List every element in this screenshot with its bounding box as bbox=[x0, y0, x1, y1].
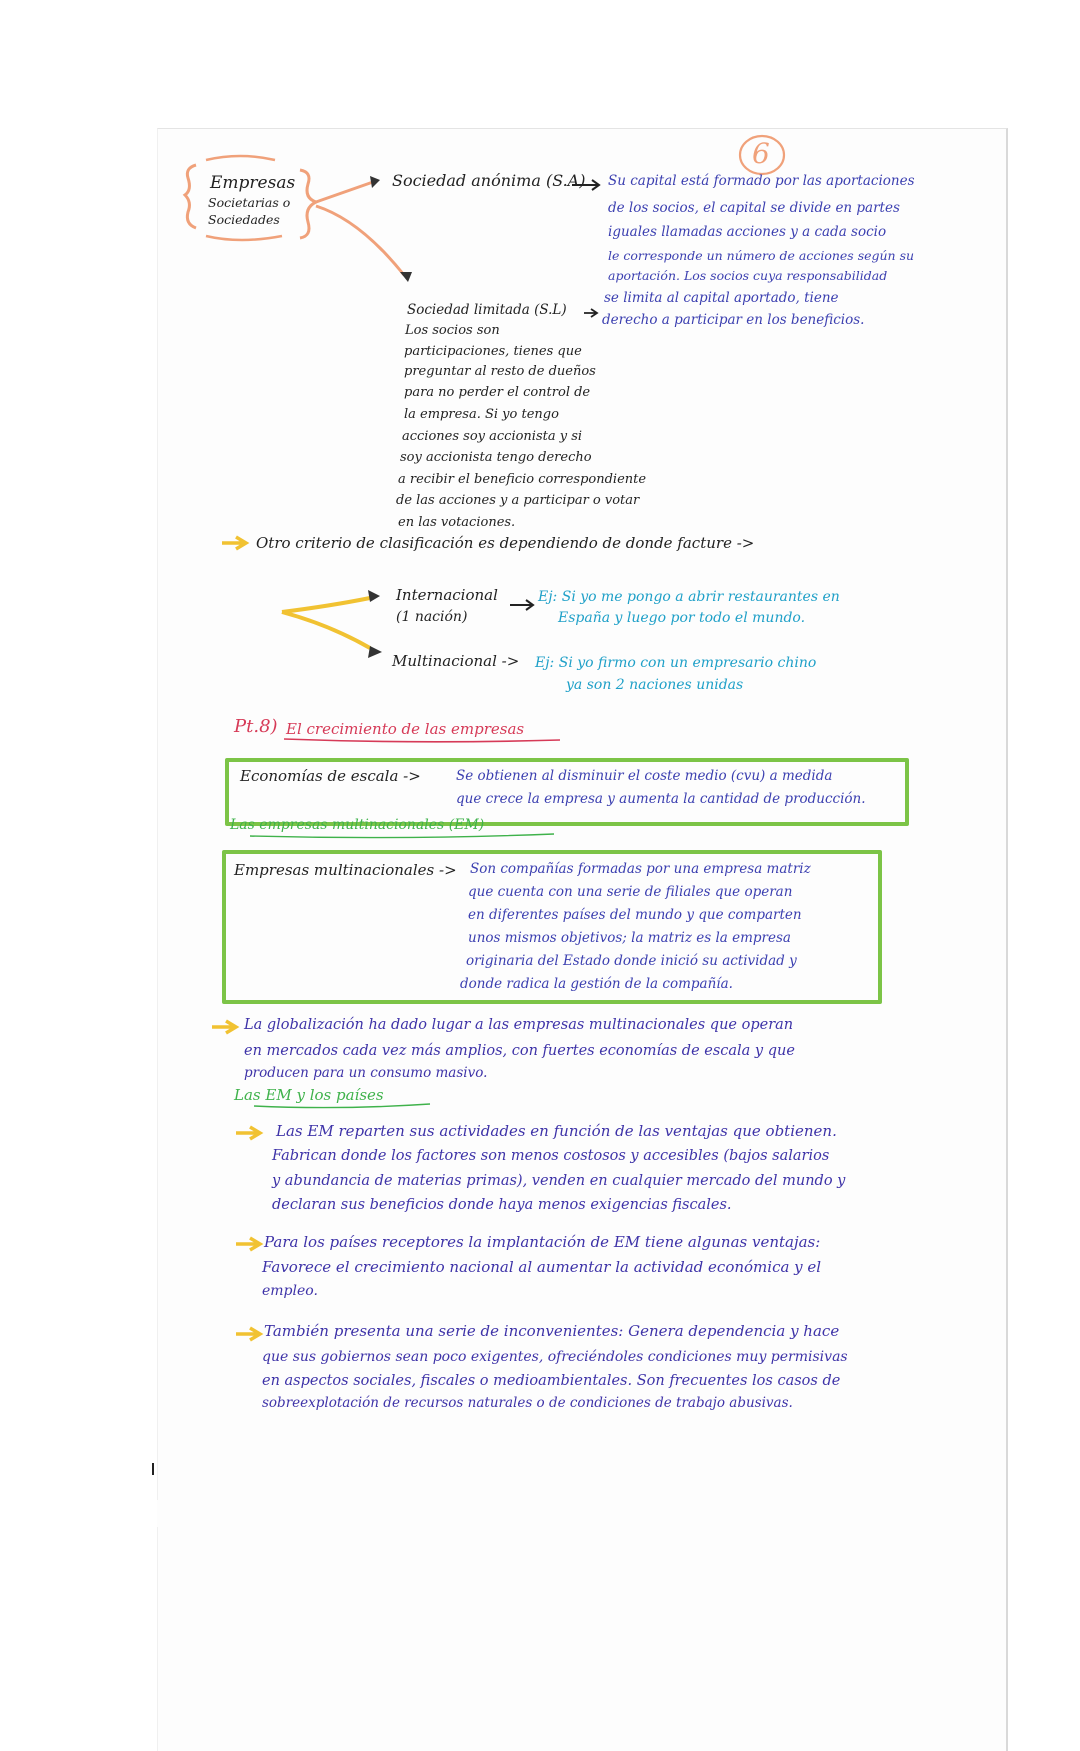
para1-line-1: Las EM reparten sus actividades en función de las ventajas que obtienen. bbox=[276, 1122, 837, 1140]
sheet-bottom bbox=[157, 1500, 1005, 1527]
empresas-multi-line-3: en diferentes países del mundo y que comparten bbox=[468, 907, 802, 923]
margin-tick bbox=[152, 1463, 154, 1475]
sa-line-6: se limita al capital aportado, tiene bbox=[604, 290, 839, 306]
internacional-example-2: España y luego por todo el mundo. bbox=[558, 610, 806, 626]
sl-label: Sociedad limitada (S.L) bbox=[407, 302, 567, 318]
sl-line-6: acciones soy accionista y si bbox=[402, 429, 583, 444]
sl-line-10: en las votaciones. bbox=[398, 515, 516, 530]
empresas-multi-line-5: originaria del Estado donde inició su actividad y bbox=[466, 953, 797, 969]
paises-subheading: Las EM y los países bbox=[234, 1086, 384, 1104]
empresas-multi-line-1: Son compañías formadas por una empresa matriz bbox=[470, 861, 811, 877]
globalizacion-line-3: producen para un consumo masivo. bbox=[244, 1065, 488, 1081]
section-number: Pt.8) bbox=[234, 716, 278, 737]
para3-line-2: que sus gobiernos sean poco exigentes, ofreciéndoles condiciones muy permisivas bbox=[262, 1349, 848, 1365]
sa-line-1: Su capital está formado por las aportaciones bbox=[608, 173, 915, 189]
sl-line-1: Los socios son bbox=[405, 323, 500, 338]
internacional-label: Internacional bbox=[396, 586, 498, 604]
section-title: El crecimiento de las empresas bbox=[286, 720, 525, 738]
para2-line-3: empleo. bbox=[262, 1283, 318, 1299]
para3-line-1: También presenta una serie de inconvenientes: Genera dependencia y hace bbox=[264, 1322, 840, 1340]
multinacional-example-2: ya son 2 naciones unidas bbox=[566, 677, 744, 693]
multinacional-example-1: Ej: Si yo firmo con un empresario chino bbox=[535, 655, 817, 671]
sl-line-5: la empresa. Si yo tengo bbox=[404, 407, 559, 422]
sl-line-7: soy accionista tengo derecho bbox=[400, 450, 592, 465]
sl-line-3: preguntar al resto de dueños bbox=[404, 364, 596, 379]
empresas-multi-label: Empresas multinacionales -> bbox=[234, 861, 457, 879]
internacional-sub: (1 nación) bbox=[396, 609, 468, 625]
para1-line-2: Fabrican donde los factores son menos costosos y accesibles (bajos salarios bbox=[272, 1148, 830, 1164]
para3-line-4: sobreexplotación de recursos naturales o de condiciones de trabajo abusivas. bbox=[262, 1395, 793, 1411]
em-subheading: Las empresas multinacionales (EM) bbox=[230, 817, 485, 833]
empresas-multi-line-4: unos mismos objetivos; la matriz es la empresa bbox=[468, 930, 791, 946]
sa-line-5: aportación. Los socios cuya responsabilidad bbox=[608, 268, 888, 283]
para1-line-4: declaran sus beneficios donde haya menos exigencias fiscales. bbox=[272, 1197, 732, 1213]
sa-label: Sociedad anónima (S.A) bbox=[392, 171, 586, 190]
multinacional-label: Multinacional -> bbox=[392, 652, 520, 670]
globalizacion-line-1: La globalización ha dado lugar a las empresas multinacionales que operan bbox=[244, 1017, 794, 1033]
topic-line-3: Sociedades bbox=[208, 212, 280, 227]
internacional-example-1: Ej: Si yo me pongo a abrir restaurantes en bbox=[538, 589, 840, 605]
sa-line-7: derecho a participar en los beneficios. bbox=[602, 312, 865, 328]
para3-line-3: en aspectos sociales, fiscales o medioambientales. Son frecuentes los casos de bbox=[262, 1373, 841, 1389]
sl-line-8: a recibir el beneficio correspondiente bbox=[398, 472, 647, 487]
economias-label: Economías de escala -> bbox=[240, 767, 421, 785]
topic-line-1: Empresas bbox=[210, 173, 296, 193]
para2-line-1: Para los países receptores la implantación de EM tiene algunas ventajas: bbox=[264, 1233, 821, 1251]
criterio-text: Otro criterio de clasificación es dependiendo de donde facture -> bbox=[256, 534, 755, 552]
para2-line-2: Favorece el crecimiento nacional al aumentar la actividad económica y el bbox=[262, 1258, 822, 1276]
sa-line-3: iguales llamadas acciones y a cada socio bbox=[608, 224, 887, 240]
sa-line-2: de los socios, el capital se divide en partes bbox=[608, 200, 900, 216]
sl-line-9: de las acciones y a participar o votar bbox=[396, 493, 640, 508]
topic-line-2: Societarias o bbox=[208, 195, 291, 210]
globalizacion-line-2: en mercados cada vez más amplios, con fuertes economías de escala y que bbox=[244, 1043, 795, 1059]
economias-line-1: Se obtienen al disminuir el coste medio (cvu) a medida bbox=[456, 768, 833, 784]
para1-line-3: y abundancia de materias primas), venden en cualquier mercado del mundo y bbox=[272, 1173, 846, 1189]
economias-line-2: que crece la empresa y aumenta la cantidad de producción. bbox=[456, 791, 866, 807]
sa-line-4: le corresponde un número de acciones según su bbox=[608, 248, 915, 263]
empresas-multi-line-6: donde radica la gestión de la compañía. bbox=[460, 976, 733, 992]
sl-line-2: participaciones, tienes que bbox=[404, 344, 582, 359]
empresas-multi-line-2: que cuenta con una serie de filiales que operan bbox=[468, 884, 793, 900]
sl-line-4: para no perder el control de bbox=[404, 385, 591, 400]
page-number: 6 bbox=[752, 137, 770, 170]
